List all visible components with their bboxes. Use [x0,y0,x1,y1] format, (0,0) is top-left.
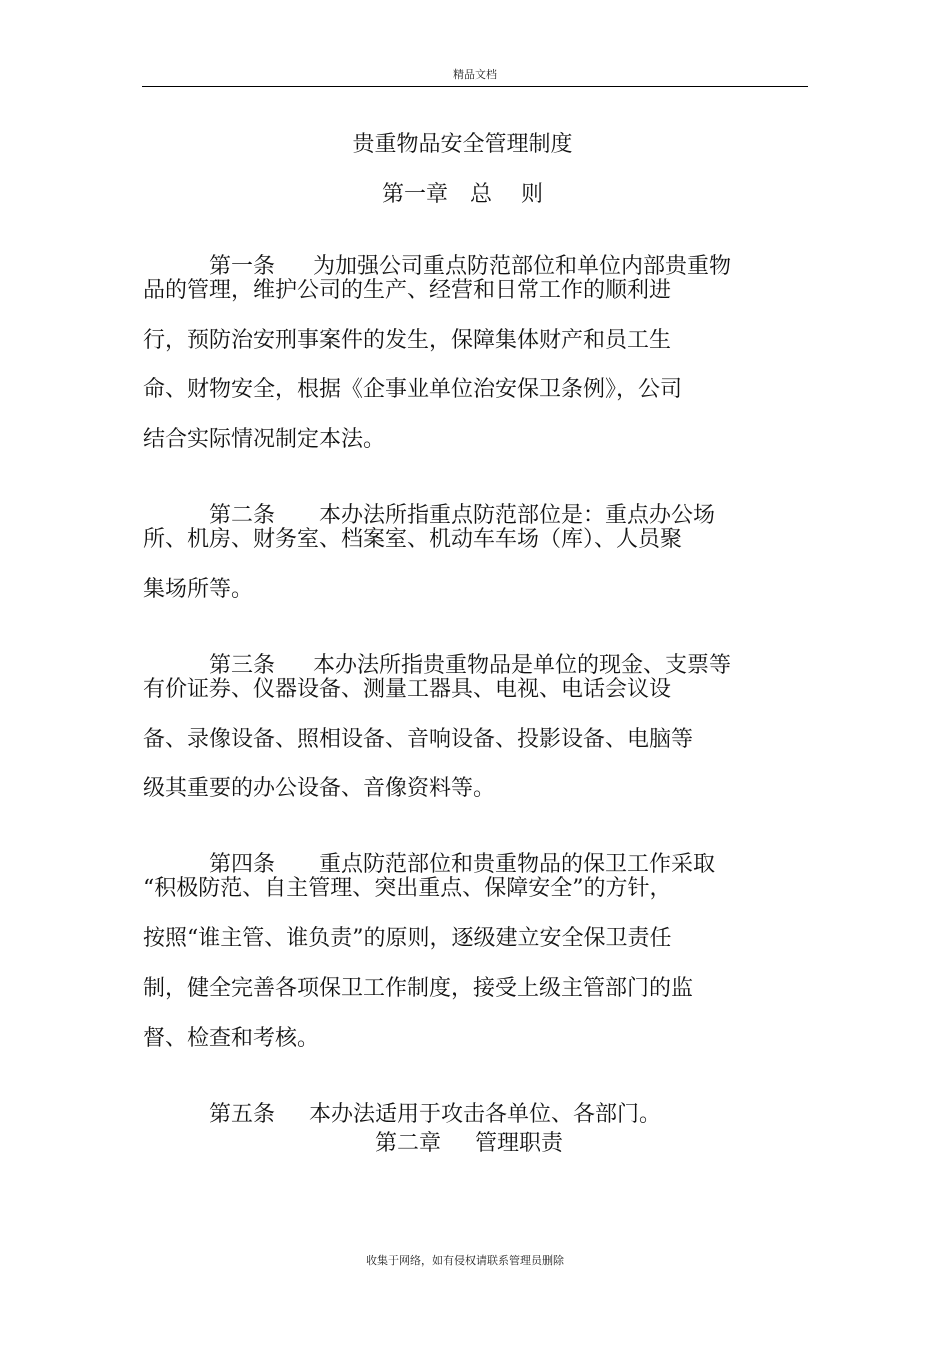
chapter-2-title: 管理职责 [475,1131,564,1156]
article-1-line: 结合实际情况制定本法。 [143,427,386,452]
article-1-line: 行，预防治安刑事案件的发生，保障集体财产和员工生 [143,328,672,353]
article-2-line: 所、机房、财务室、档案室、机动车车场（库）、人员聚 [143,527,683,552]
chapter-1-title: 总 则 [470,182,543,207]
article-2-first-line [195,477,715,530]
article-3-line: 级其重要的办公设备、音像资料等。 [143,776,496,801]
article-1-line: 品的管理，维护公司的生产、经营和日常工作的顺利进 [143,278,672,303]
article-5-first-line [195,1076,661,1129]
article-4-line: 制，健全完善各项保卫工作制度，接受上级主管部门的监 [143,976,694,1001]
article-3-text: 本办法所指贵重物品是单位的现金、支票等 [313,653,732,679]
article-1-label: 第一条 [209,254,276,280]
page-footer: 收集于网络，如有侵权请联系管理员删除 [366,1254,564,1267]
article-4-line: 按照“谁主管、谁负责”的原则，逐级建立安全保卫责任 [143,926,672,951]
article-2-label: 第二条 [209,503,276,529]
article-3-first-line [195,627,731,680]
header-rule [142,86,808,87]
article-3-line: 备、录像设备、照相设备、音响设备、投影设备、电脑等 [143,727,694,752]
article-5-label: 第五条 [209,1102,276,1128]
article-4-text: 重点防范部位和贵重物品的保卫工作采取 [319,852,716,878]
article-2-line: 集场所等。 [143,577,254,602]
article-4-line: 督、检查和考核。 [143,1026,320,1051]
chapter-2-number: 第二章 [374,1131,441,1156]
article-2-text: 本办法所指重点防范部位是：重点办公场 [319,503,716,529]
article-4-first-line [195,826,715,879]
document-title: 贵重物品安全管理制度 [352,132,573,157]
article-5-text: 本办法适用于攻击各单位、各部门。 [309,1102,662,1128]
chapter-1-heading [0,177,925,208]
article-3-line: 有价证券、仪器设备、测量工器具、电视、电话会议设 [143,677,672,702]
page-header: 精品文档 [453,68,497,81]
article-1-line: 命、财物安全，根据《企事业单位治安保卫条例》，公司 [143,377,683,402]
chapter-2-heading [0,1126,938,1157]
article-4-label: 第四条 [209,852,276,878]
article-1-first-line [195,228,731,281]
chapter-1-number: 第一章 [381,182,448,207]
article-3-label: 第三条 [209,653,276,679]
article-4-line: “积极防范、自主管理、突出重点、保障安全”的方针， [143,876,672,901]
article-1-text: 为加强公司重点防范部位和单位内部贵重物 [313,254,732,280]
